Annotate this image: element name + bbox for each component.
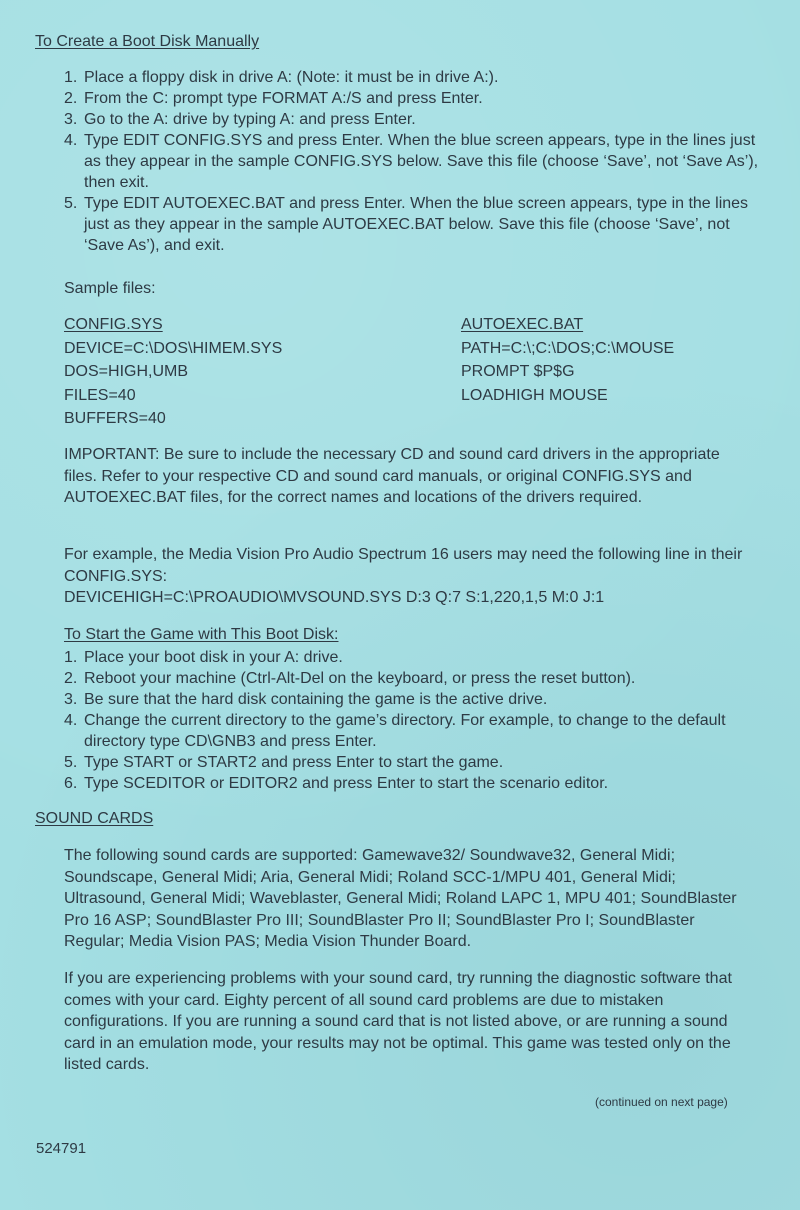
step-text: From the C: prompt type FORMAT A:/S and press Enter. bbox=[84, 90, 483, 107]
example-config-line: DEVICEHIGH=C:\PROAUDIO\MVSOUND.SYS D:3 Q:7 S:1,220,1,5 M:0 J:1 bbox=[64, 589, 605, 606]
step-text: Change the current directory to the game’s directory. For example, to change to the default directory type CD\GNB3 and press Enter. bbox=[84, 712, 726, 750]
list-item bbox=[64, 773, 754, 794]
autoexec-bat-title: AUTOEXEC.BAT bbox=[461, 316, 584, 333]
continued-note: (continued on next page) bbox=[595, 1095, 728, 1109]
list-item bbox=[64, 668, 754, 689]
step-number: 1. bbox=[64, 69, 78, 86]
list-item bbox=[64, 689, 754, 710]
step-text: Type EDIT AUTOEXEC.BAT and press Enter. When the blue screen appears, type in the lines just as they appear in the sample AUTOEXEC.BAT below. Save this file (choose ‘Save’, not ‘Save As’), and exit. bbox=[84, 195, 749, 254]
list-item bbox=[64, 88, 764, 109]
step-number: 5. bbox=[64, 195, 78, 212]
autoexec-bat-sample bbox=[461, 313, 674, 407]
step-number: 4. bbox=[64, 132, 78, 149]
config-sys-title: CONFIG.SYS bbox=[64, 316, 163, 333]
step-number: 4. bbox=[64, 712, 78, 729]
example-text: For example, the Media Vision Pro Audio Spectrum 16 users may need the following line in their CONFIG.SYS: bbox=[64, 546, 743, 585]
config-sys-sample bbox=[64, 313, 282, 431]
step-number: 2. bbox=[64, 90, 78, 107]
list-item bbox=[64, 193, 764, 256]
step-number: 3. bbox=[64, 111, 78, 128]
list-item bbox=[64, 710, 754, 752]
example-paragraph bbox=[64, 544, 744, 609]
step-number: 2. bbox=[64, 670, 78, 687]
manual-boot-steps bbox=[64, 67, 764, 256]
supported-cards-paragraph: The following sound cards are supported: Gamewave32/ Soundwave32, General Midi; Soundscape, General Midi; Aria, General Midi; Roland SCC-1/MPU 401, General Midi; Ultrasound, General Midi; Waveblaster, General Midi; Roland LAPC 1, MPU 401; SoundBlaster Pro 16 ASP; SoundBlaster Pro III; SoundBlaster Pro II; SoundBlaster Pro I; SoundBlaster Regular; Media Vision PAS; Media Vision Thunder Board. bbox=[64, 847, 737, 950]
step-text: Reboot your machine (Ctrl-Alt-Del on the keyboard, or press the reset button). bbox=[84, 670, 636, 687]
step-text: Type SCEDITOR or EDITOR2 and press Enter to start the scenario editor. bbox=[84, 775, 609, 792]
step-text: Be sure that the hard disk containing the game is the active drive. bbox=[84, 691, 548, 708]
step-text: Type START or START2 and press Enter to start the game. bbox=[84, 754, 504, 771]
step-text: Place your boot disk in your A: drive. bbox=[84, 649, 343, 666]
document-number: 524791 bbox=[36, 1140, 87, 1157]
step-text: Place a floppy disk in drive A: (Note: it must be in drive A:). bbox=[84, 69, 499, 86]
config-line: DEVICE=C:\DOS\HIMEM.SYS bbox=[64, 339, 283, 357]
list-item bbox=[64, 67, 764, 88]
step-number: 5. bbox=[64, 754, 78, 771]
autoexec-line: LOADHIGH MOUSE bbox=[461, 386, 608, 404]
list-item bbox=[64, 109, 764, 130]
manual-boot-heading: To Create a Boot Disk Manually bbox=[35, 33, 260, 50]
start-game-heading: To Start the Game with This Boot Disk: bbox=[64, 626, 339, 643]
important-note: IMPORTANT: Be sure to include the necessary CD and sound card drivers in the appropriate files. Refer to your respective CD and sound card manuals, or original CONFIG.SYS and AUTOEXEC.BAT files, for the correct names and locations of the drivers required. bbox=[64, 446, 720, 506]
config-line: FILES=40 bbox=[64, 386, 136, 404]
sound-problems-paragraph: If you are experiencing problems with your sound card, try running the diagnostic software that comes with your card. Eighty percent of all sound card problems are due to mistaken configurations. If you are running a sound card that is not listed above, or are running a sound card in an emulation mode, your results may not be optimal. This game was tested only on the listed cards. bbox=[64, 970, 732, 1073]
step-number: 1. bbox=[64, 649, 78, 666]
step-number: 6. bbox=[64, 775, 78, 792]
step-text: Go to the A: drive by typing A: and press Enter. bbox=[84, 111, 416, 128]
sample-files-label: Sample files: bbox=[64, 280, 156, 297]
autoexec-line: PATH=C:\;C:\DOS;C:\MOUSE bbox=[461, 339, 675, 357]
step-number: 3. bbox=[64, 691, 78, 708]
config-line: BUFFERS=40 bbox=[64, 410, 166, 427]
sound-cards-heading: SOUND CARDS bbox=[35, 810, 154, 827]
list-item bbox=[64, 752, 754, 773]
list-item bbox=[64, 130, 764, 193]
list-item bbox=[64, 647, 754, 668]
step-text: Type EDIT CONFIG.SYS and press Enter. When the blue screen appears, type in the lines just as they appear in the sample CONFIG.SYS below. Save this file (choose ‘Save’, not ‘Save As’), then exit. bbox=[84, 132, 759, 191]
autoexec-line: PROMPT $P$G bbox=[461, 363, 575, 380]
config-line: DOS=HIGH,UMB bbox=[64, 363, 189, 380]
start-game-steps bbox=[64, 647, 754, 794]
